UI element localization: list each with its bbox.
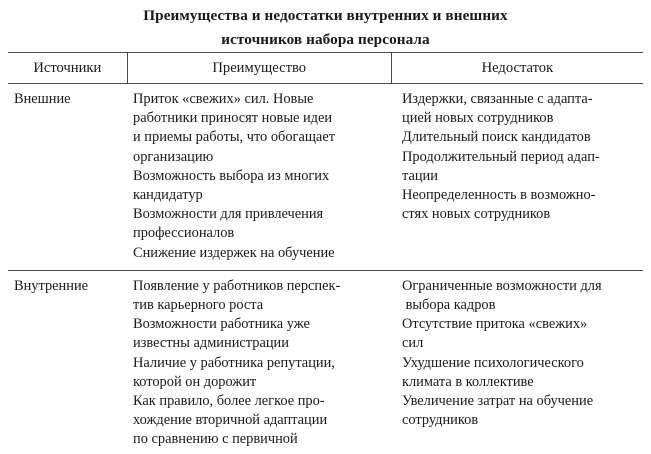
- text-line: профессионалов: [133, 225, 235, 242]
- page-title: [0, 0, 651, 52]
- column-header-disadvantage: Недостаток: [481, 60, 554, 76]
- text-line: стях новых сотрудников: [402, 206, 551, 223]
- text-line: сотрудников: [402, 412, 479, 429]
- table-row: [8, 271, 643, 454]
- text-line: Продолжительный период адап-: [402, 148, 600, 165]
- text-line: Отсутствие притока «свежих»: [402, 316, 588, 333]
- cell-disadvantage: [391, 90, 643, 224]
- text-line: Ограниченные возможности для: [402, 277, 602, 294]
- text-line: Появление у работников перспек-: [133, 277, 341, 294]
- cell-advantage: [127, 90, 391, 263]
- cell-disadvantage: [391, 277, 643, 431]
- cell-source: Внешние: [14, 91, 71, 107]
- column-header-advantage: Преимущество: [212, 60, 307, 76]
- text-line: Возможность выбора из многих: [133, 167, 330, 184]
- text-line: хождение вторичной адаптации: [133, 412, 328, 429]
- text-line: кандидатур: [133, 187, 203, 204]
- page-title-line-1: Преимущества и недостатки внутренних и внешних: [143, 7, 508, 24]
- text-line: Ухудшение психологического: [402, 354, 584, 371]
- column-header-sources: Источники: [33, 60, 102, 76]
- text-line: и приемы работы, что обогащает: [133, 129, 335, 146]
- text-line: Возможности для привлечения: [133, 206, 324, 223]
- text-line: Наличие у работника репутации,: [133, 354, 335, 371]
- cell-source: Внутренние: [14, 277, 89, 294]
- text-line: Возможности работника уже: [133, 316, 310, 333]
- text-line: Снижение издержек на обучение: [133, 244, 335, 261]
- text-line: известны администрации: [133, 335, 289, 352]
- table-header-row: [8, 53, 643, 83]
- text-line: работники приносят новые идеи: [133, 110, 333, 127]
- page-title-line-2: источников набора персонала: [221, 31, 430, 48]
- text-line: сил: [402, 335, 424, 352]
- text-line: которой он дорожит: [133, 373, 257, 390]
- text-line: климата в коллективе: [402, 373, 534, 390]
- text-line: цией новых сотрудников: [402, 110, 554, 127]
- text-line: организацию: [133, 148, 214, 165]
- text-line: Приток «свежих» сил. Новые: [133, 91, 314, 107]
- text-line: выбора кадров: [402, 297, 496, 314]
- comparison-table: [8, 52, 643, 454]
- cell-advantage: [127, 277, 391, 450]
- text-line: Неопределенность в возможно-: [402, 187, 596, 204]
- text-line: Как правило, более легкое про-: [133, 393, 325, 410]
- text-line: Длительный поиск кандидатов: [402, 129, 591, 146]
- text-line: по сравнению с первичной: [133, 431, 298, 448]
- text-line: Издержки, связанные с адапта-: [402, 91, 593, 107]
- table-row: [8, 84, 643, 270]
- text-line: Увеличение затрат на обучение: [402, 393, 594, 410]
- text-line: тив карьерного роста: [133, 297, 264, 314]
- text-line: тации: [402, 167, 438, 184]
